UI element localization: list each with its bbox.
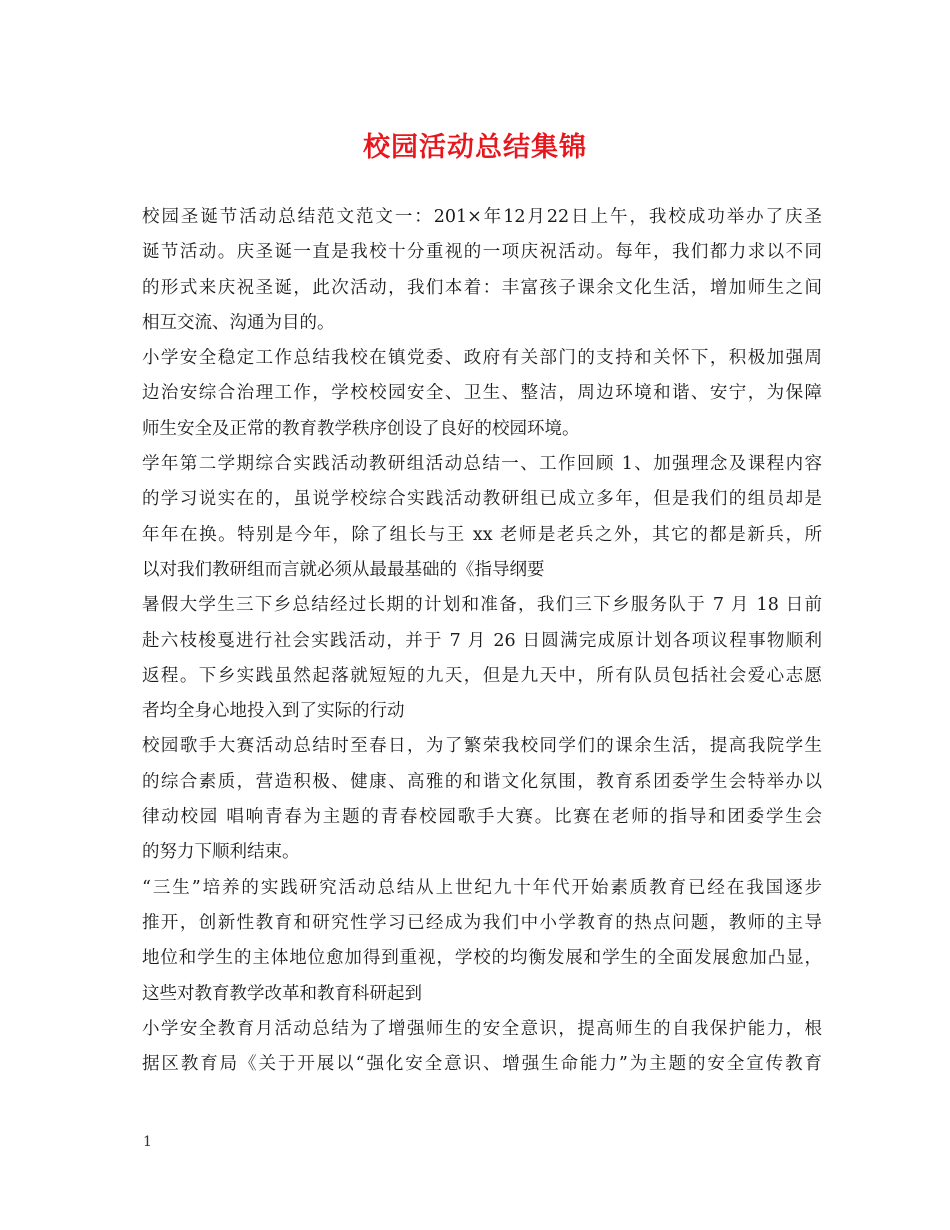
body-line: 暑假大学生三下乡总结经过长期的计划和准备，我们三下乡服务队于 7 月 18 日前: [142, 595, 822, 616]
document-body: [142, 200, 822, 1082]
body-line: 地位和学生的主体地位愈加得到重视，学校的均衡发展和学生的全面发展愈加凸显，: [142, 948, 822, 969]
body-line: 相互交流、沟通为目的。: [142, 312, 335, 333]
body-line: 的形式来庆祝圣诞，此次活动，我们本着：丰富孩子课余文化生活，增加师生之间: [142, 277, 822, 298]
body-line: 者均全身心地投入到了实际的行动: [142, 701, 405, 722]
body-line: 小学安全稳定工作总结我校在镇党委、政府有关部门的支持和关怀下，积极加强周: [142, 348, 822, 369]
body-line: 小学安全教育月活动总结为了增强师生的安全意识，提高师生的自我保护能力，根: [142, 1018, 822, 1039]
body-line: 以对我们教研组而言就必须从最最基础的《指导纲要: [142, 559, 545, 580]
body-line: 边治安综合治理工作，学校校园安全、卫生、整洁，周边环境和谐、安宁，为保障: [142, 383, 822, 404]
body-line: 诞节活动。庆圣诞一直是我校十分重视的一项庆祝活动。每年，我们都力求以不同: [142, 242, 822, 263]
body-line: 年年在换。特别是今年，除了组长与王 xx 老师是老兵之外，其它的都是新兵，所: [142, 524, 822, 545]
body-line: 据区教育局《关于开展以“强化安全意识、增强生命能力”为主题的安全宣传教育: [142, 1054, 822, 1075]
body-line: 校园歌手大赛活动总结时至春日，为了繁荣我校同学们的课余生活，提高我院学生: [142, 736, 822, 757]
body-line: 校园圣诞节活动总结范文范文一：201×年12月22日上午，我校成功举办了庆圣: [142, 207, 822, 227]
body-line: 律动校园 唱响青春为主题的青春校园歌手大赛。比赛在老师的指导和团委学生会: [142, 807, 822, 828]
body-line: 师生安全及正常的教育教学秩序创设了良好的校园环境。: [142, 418, 580, 439]
document-title: 校园活动总结集锦: [363, 132, 587, 163]
page-number: 1: [143, 1134, 152, 1150]
body-line: 赴六枝梭戛进行社会实践活动，并于 7 月 26 日圆满完成原计划各项议程事物顺利: [142, 630, 822, 651]
body-line: 返程。下乡实践虽然起落就短短的九天，但是九天中，所有队员包括社会爱心志愿: [142, 665, 822, 686]
body-line: 推开，创新性教育和研究性学习已经成为我们中小学教育的热点问题，教师的主导: [142, 912, 822, 933]
body-line: 的综合素质，营造积极、健康、高雅的和谐文化氛围，教育系团委学生会特举办以: [142, 771, 822, 792]
body-line: 这些对教育教学改革和教育科研起到: [142, 983, 422, 1004]
body-line: 的学习说实在的，虽说学校综合实践活动教研组已成立多年，但是我们的组员却是: [142, 489, 822, 510]
body-line: 学年第二学期综合实践活动教研组活动总结一、工作回顾 1、加强理念及课程内容: [142, 454, 822, 475]
body-line: “三生”培养的实践研究活动总结从上世纪九十年代开始素质教育已经在我国逐步: [142, 877, 822, 898]
body-line: 的努力下顺利结束。: [142, 842, 300, 863]
